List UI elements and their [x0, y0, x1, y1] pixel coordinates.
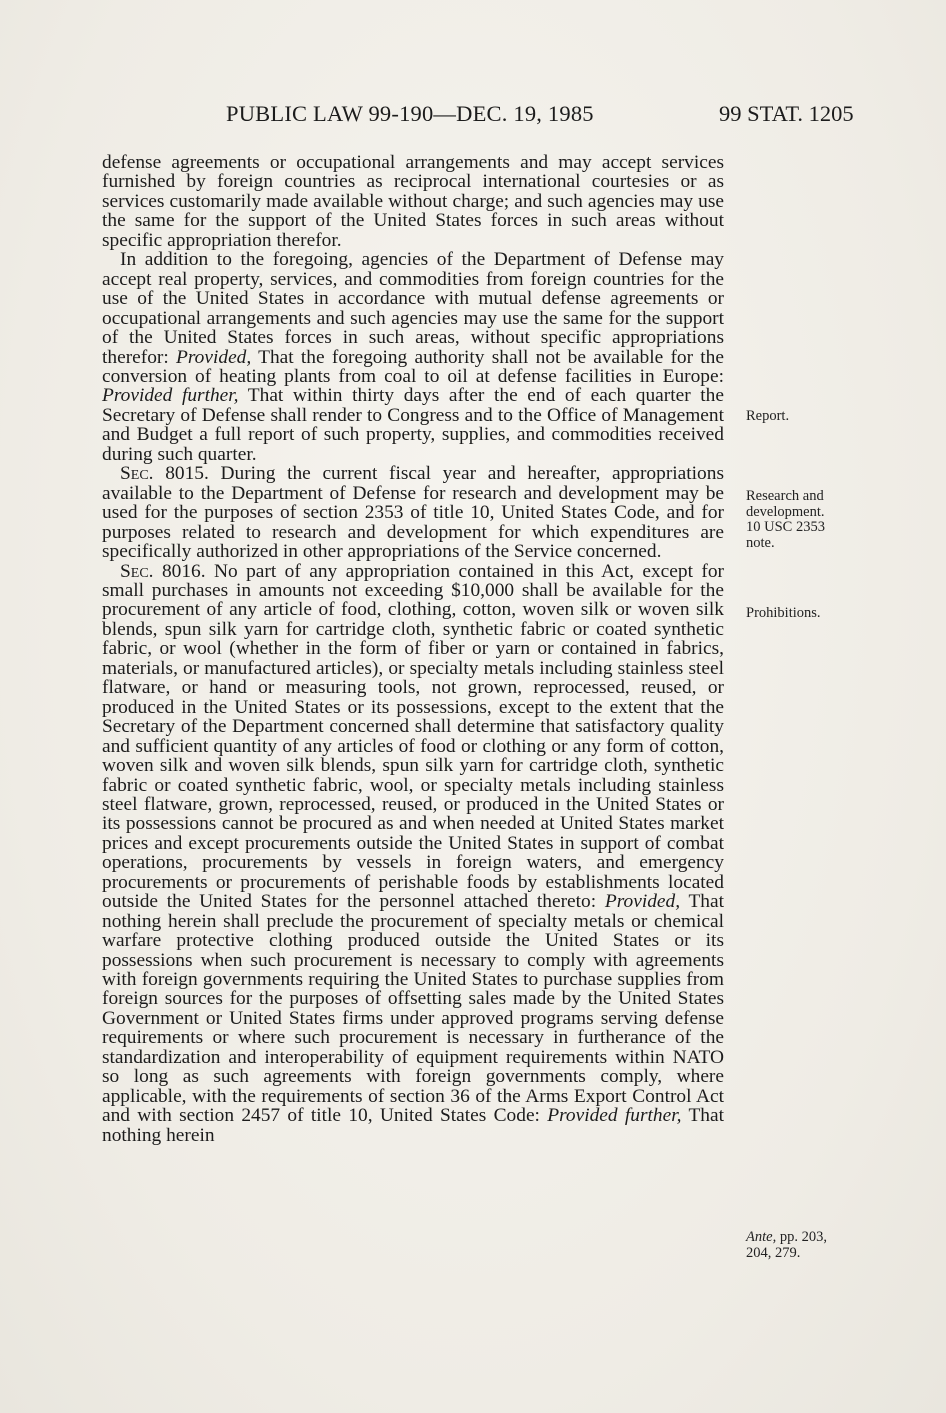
provided-further-clause: Provided further, [547, 1105, 682, 1127]
paragraph-text: 8016. No part of any appropriation contained in this Act, except for small purchases in amounts not exceeding $10,000 shall be available for the procurement of any article of food, clothing, cotton, woven silk or woven silk blends, spun silk yarn for cartridge cloth, synthetic fabric or coated synthetic fabric, or wool (whether in the form of fiber or yarn or contained in fabrics, materials, or manufactured articles), or specialty metals including stainless steel flatware, or hand or measuring tools, not grown, reprocessed, reused, or produced in the United States or its possessions, except to the extent that the Secretary of the Department concerned shall determine that satisfactory quality and sufficient quantity of any articles of food or clothing or any form of cotton, woven silk and woven silk blends, spun silk yarn for cartridge cloth, synthetic fabric or coated synthetic fabric, wool, or specialty metals including stainless steel flatware, grown, reprocessed, reused, or produced in the United States or its possessions cannot be procured as and when needed at United States market prices and except procurements outside the United States in support of combat operations, procurements by vessels in foreign waters, and emergency procurements or procurements of perishable foods by establishments located outside the United States for the personnel attached thereto: [102, 560, 724, 913]
page-title: PUBLIC LAW 99-190—DEC. 19, 1985 [226, 101, 594, 126]
margin-note-line: development. [746, 503, 825, 520]
margin-note-line: note. [746, 534, 775, 551]
provided-clause: Provided, [176, 346, 252, 368]
paragraph-continuation [102, 153, 724, 250]
margin-note-prohibitions [746, 606, 821, 622]
margin-note-text: Prohibitions. [746, 605, 821, 621]
paragraph-text: That within thirty days after the end of each quarter the Secretary of Defense shall render to Congress and to the Office of Management and Budget a full report of such property, supplies, and commodities received during such quarter. [102, 385, 724, 465]
statute-page-number: 99 STAT. 1205 [719, 101, 854, 126]
margin-note-ante [746, 1230, 827, 1261]
margin-note-line: 10 USC 2353 [746, 519, 825, 535]
paragraph-sec-8015 [102, 464, 724, 561]
section-label: Sec. [120, 463, 154, 485]
margin-note-text: pp. 203, [776, 1229, 827, 1245]
page-header [0, 101, 946, 131]
paragraph-sec-8016 [102, 562, 724, 1146]
section-label: Sec. [120, 560, 154, 582]
margin-note-line: 204, 279. [746, 1244, 801, 1261]
paragraph-text: In addition to the foregoing, agencies of the Department of Defense may accept real property, services, and commodities from foreign countries for the use of the United States in accordance with mutual defense agreements or occupational arrangements and such agencies may use the same for the support of the United States forces in such areas, without specific appropriations therefor: [102, 249, 724, 368]
margin-note-report [746, 409, 789, 425]
provided-clause: Provided, [604, 891, 681, 913]
margin-note-text: Report. [746, 408, 790, 424]
margin-note-line: Research and [746, 488, 824, 504]
paragraph-foreign-property [102, 250, 724, 464]
paragraph-text: That nothing herein [102, 1105, 724, 1146]
paragraph-text: defense agreements or occupational arrangements and may accept services furnished by foreign countries as reciprocal international courtesies or as services customarily made available without charge; and such agencies may use the same for the support of the United States forces in such areas without specific appropriation therefor. [102, 152, 724, 251]
paragraph-text: 8015. During the current fiscal year and hereafter, appropriations available to the Department of Defense for research and development may be used for the purposes of section 2353 of title 10, United States Code, and for purposes related to research and development for which expenditures are specifically authorized in other appropriations of the Service concerned. [102, 463, 724, 563]
provided-further-clause: Provided further, [102, 385, 239, 407]
margin-note-research [746, 489, 825, 551]
paragraph-text: That nothing herein shall preclude the procurement of specialty metals or chemical warfare protective clothing produced outside the United States or its possessions when such procurement is necessary to comply with agreements with foreign governments requiring the United States to purchase supplies from foreign sources for the purposes of offsetting sales made by the United States Government or United States firms under approved programs serving defense requirements or where such procurement is necessary in furtherance of the standardization and interoperability of equipment requirements within NATO so long as such agreements with foreign governments comply, where applicable, with the requirements of section 36 of the Arms Export Control Act and with section 2457 of title 10, United States Code: [102, 891, 724, 1127]
margin-note-italic: Ante, [746, 1229, 777, 1245]
paragraph-text: That the foregoing authority shall not be available for the conversion of heating plants from coal to oil at defense facilities in Europe: [102, 346, 724, 387]
margin-note-line [746, 1230, 827, 1246]
body-text [102, 153, 724, 1145]
